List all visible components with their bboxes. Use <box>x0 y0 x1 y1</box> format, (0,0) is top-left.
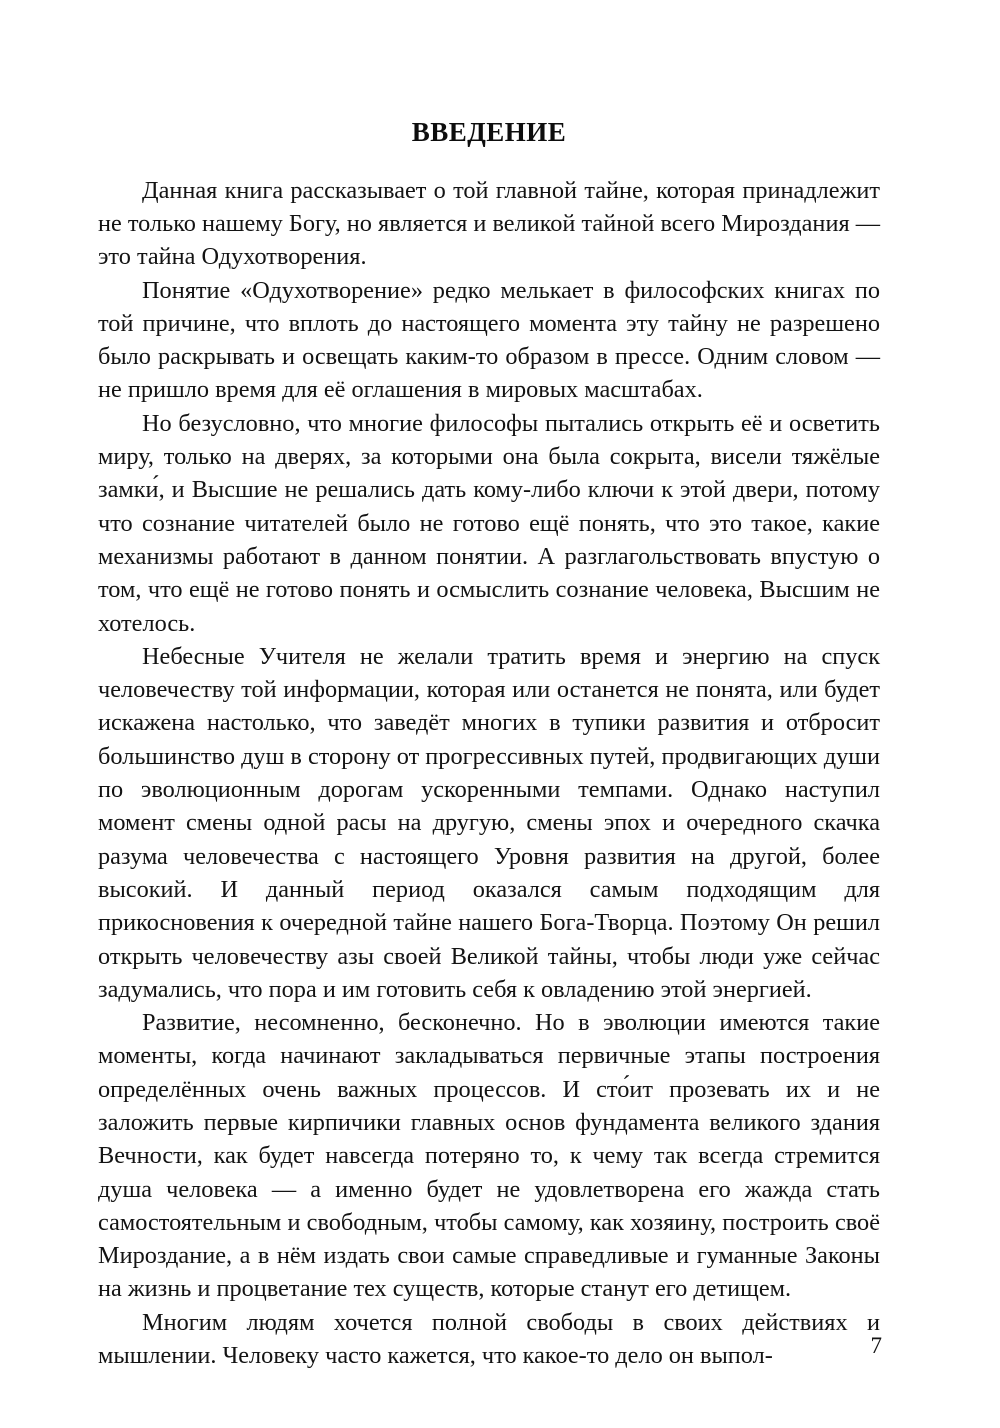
paragraph: Данная книга рассказывает о той главной тайне, которая принадлежит не только нашему Богу, но является и великой тайной всего Мироздания — это тайна Одухотворения. <box>98 176 880 271</box>
paragraph: Многим людям хочется полной свободы в своих действиях и мышлении. Человеку часто кажется, что какое-то дело он выпол- <box>98 1308 880 1370</box>
paragraph: Но безусловно, что многие философы пытались открыть её и осветить миру, только на дверях, за которыми она была сокрыта, висели тяжёлые замки́, и Высшие не решались дать кому-либо ключи к этой двери, потому что сознание читателей было не готово ещё понять, что это такое, какие механизмы работают в данном понятии. А разглагольствовать впустую о том, что ещё не готово понять и осмыслить сознание человека, Высшим не хотелось. <box>98 409 880 637</box>
page-number: 7 <box>870 1333 882 1358</box>
paragraph: Небесные Учителя не желали тратить время и энергию на спуск человечеству той информации, которая или останется не понята, или будет искажена настолько, что заведёт многих в тупики развития и отбросит большинство душ в сторону от прогрессивных путей, продвигающих души по эволюционным дорогам ускоренными темпами. Однако наступил момент смены одной расы на другую, смены эпох и очередного скачка разума человечества с настоящего Уровня развития на другой, более высокий. И данный период оказался самым подходящим для прикосновения к очередной тайне нашего Бога-Творца. Поэтому Он решил открыть человечеству азы своей Великой тайны, чтобы люди уже сейчас задумались, что пора и им готовить себя к овладению этой энергией. <box>98 642 880 1003</box>
page-text-block <box>98 118 880 1372</box>
page-title: ВВЕДЕНИЕ <box>411 117 567 147</box>
paragraph: Развитие, несомненно, бесконечно. Но в эволюции имеются такие моменты, когда начинают закладываться первичные этапы построения определённых очень важных процессов. И сто́ит прозевать их и не заложить первые кирпичики главных основ фундамента великого здания Вечности, как будет навсегда потеряно то, к чему так всегда стремится душа человека — а именно будет не удовлетворена его жажда стать самостоятельным и свободным, чтобы самому, как хозяину, построить своё Мироздание, а в нём издать свои самые справедливые и гуманные Законы на жизнь и процветание тех существ, которые станут его детищем. <box>98 1009 880 1303</box>
body-text <box>98 174 880 1373</box>
paragraph: Понятие «Одухотворение» редко мелькает в философских книгах по той причине, что вплоть до настоящего момента эту тайну не разрешено было раскрывать и освещать каким-то образом в прессе. Одним словом — не пришло время для её оглашения в мировых масштабах. <box>98 276 880 404</box>
